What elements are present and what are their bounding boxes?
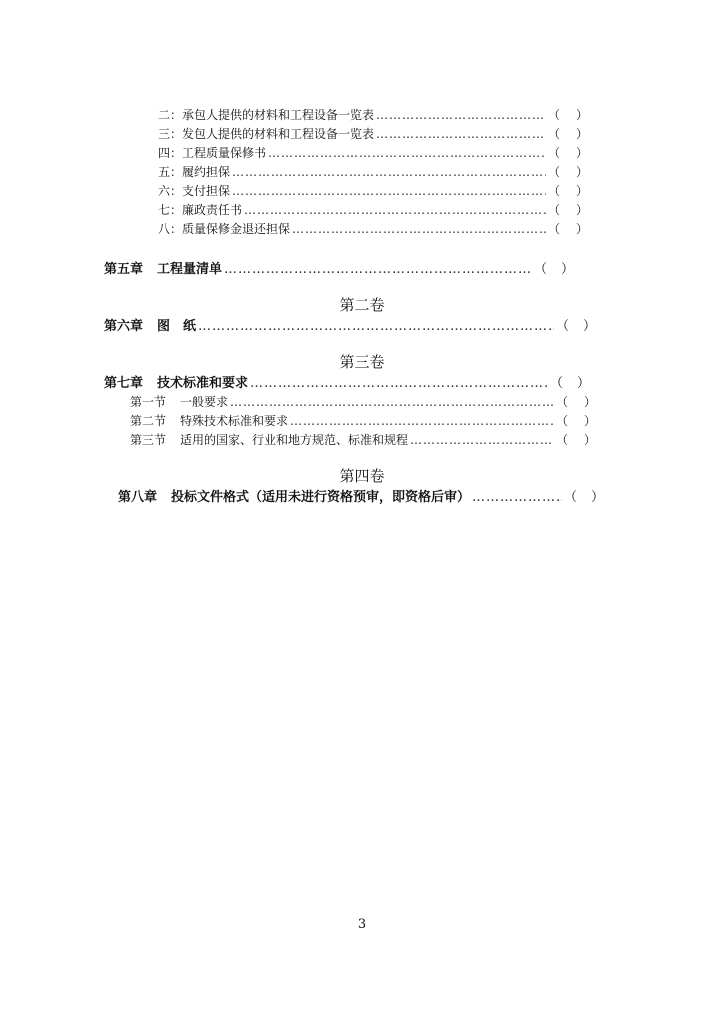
chapter-title: 图 纸 xyxy=(157,319,197,334)
toc-chapter-entry xyxy=(118,486,604,505)
section-title: 一般要求 xyxy=(180,395,229,409)
toc-chapter-entry xyxy=(104,372,590,391)
toc-leader-dots xyxy=(232,184,546,198)
toc-page-ref: （ ） xyxy=(534,262,574,277)
toc-leader-dots xyxy=(472,490,562,505)
toc-page-ref: （ ） xyxy=(556,414,596,428)
toc-entry-label: 二：承包人提供的材料和工程设备一览表 xyxy=(158,108,375,122)
toc-entry xyxy=(158,163,588,180)
toc-page-ref: （ ） xyxy=(556,319,596,334)
section-number: 第一节 xyxy=(130,395,167,409)
toc-entry-label: 六：支付担保 xyxy=(158,184,231,198)
toc-leader-dots xyxy=(198,319,554,334)
toc-leader-dots xyxy=(250,376,548,391)
toc-entry-label: 四：工程质量保修书 xyxy=(158,146,267,160)
toc-page-ref: （ ） xyxy=(548,127,588,141)
toc-page-ref: （ ） xyxy=(548,203,588,217)
toc-leader-dots xyxy=(232,165,546,179)
volume-heading: 第四卷 xyxy=(339,467,385,485)
toc-leader-dots xyxy=(224,262,532,277)
section-number: 第二节 xyxy=(130,414,167,428)
toc-leader-dots xyxy=(292,222,546,236)
toc-chapter-entry xyxy=(104,315,596,334)
section-number: 第三节 xyxy=(130,433,167,447)
section-title: 特殊技术标准和要求 xyxy=(180,414,289,428)
toc-entry xyxy=(158,220,588,237)
chapter-title: 工程量清单 xyxy=(157,262,223,277)
toc-leader-dots xyxy=(244,203,546,217)
toc-chapter-entry xyxy=(104,258,574,277)
toc-leader-dots xyxy=(376,127,546,141)
toc-entry xyxy=(158,201,588,218)
toc-page-ref: （ ） xyxy=(548,146,588,160)
chapter-number: 第七章 xyxy=(104,376,144,391)
toc-entry xyxy=(158,106,588,123)
toc-leader-dots xyxy=(376,108,546,122)
toc-section-entry xyxy=(130,393,596,410)
chapter-number: 第八章 xyxy=(118,490,158,505)
chapter-number: 第五章 xyxy=(104,262,144,277)
chapter-number: 第六章 xyxy=(104,319,144,334)
volume-heading: 第三卷 xyxy=(339,353,385,371)
toc-page-ref: （ ） xyxy=(550,376,590,391)
toc-entry xyxy=(158,144,588,161)
toc-page-ref: （ ） xyxy=(556,433,596,447)
toc-leader-dots xyxy=(268,146,546,160)
toc-leader-dots xyxy=(410,433,554,447)
toc-leader-dots xyxy=(290,414,554,428)
page-number: 3 xyxy=(357,917,367,932)
toc-page-ref: （ ） xyxy=(548,222,588,236)
toc-page-ref: （ ） xyxy=(548,184,588,198)
toc-page-ref: （ ） xyxy=(548,165,588,179)
toc-section-entry xyxy=(130,412,596,429)
toc-entry-label: 七：廉政责任书 xyxy=(158,203,243,217)
toc-entry xyxy=(158,182,588,199)
toc-page-ref: （ ） xyxy=(548,108,588,122)
section-title: 适用的国家、行业和地方规范、标准和规程 xyxy=(180,433,409,447)
toc-leader-dots xyxy=(230,395,554,409)
chapter-title: 投标文件格式（适用未进行资格预审，即资格后审） xyxy=(171,490,471,505)
toc-section-entry xyxy=(130,431,596,448)
toc-entry-label: 八：质量保修金退还担保 xyxy=(158,222,291,236)
toc-entry-label: 三：发包人提供的材料和工程设备一览表 xyxy=(158,127,375,141)
chapter-title: 技术标准和要求 xyxy=(157,376,249,391)
toc-page-ref: （ ） xyxy=(556,395,596,409)
toc-page-ref: （ ） xyxy=(564,490,604,505)
toc-entry-label: 五：履约担保 xyxy=(158,165,231,179)
volume-heading: 第二卷 xyxy=(339,296,385,314)
toc-entry xyxy=(158,125,588,142)
